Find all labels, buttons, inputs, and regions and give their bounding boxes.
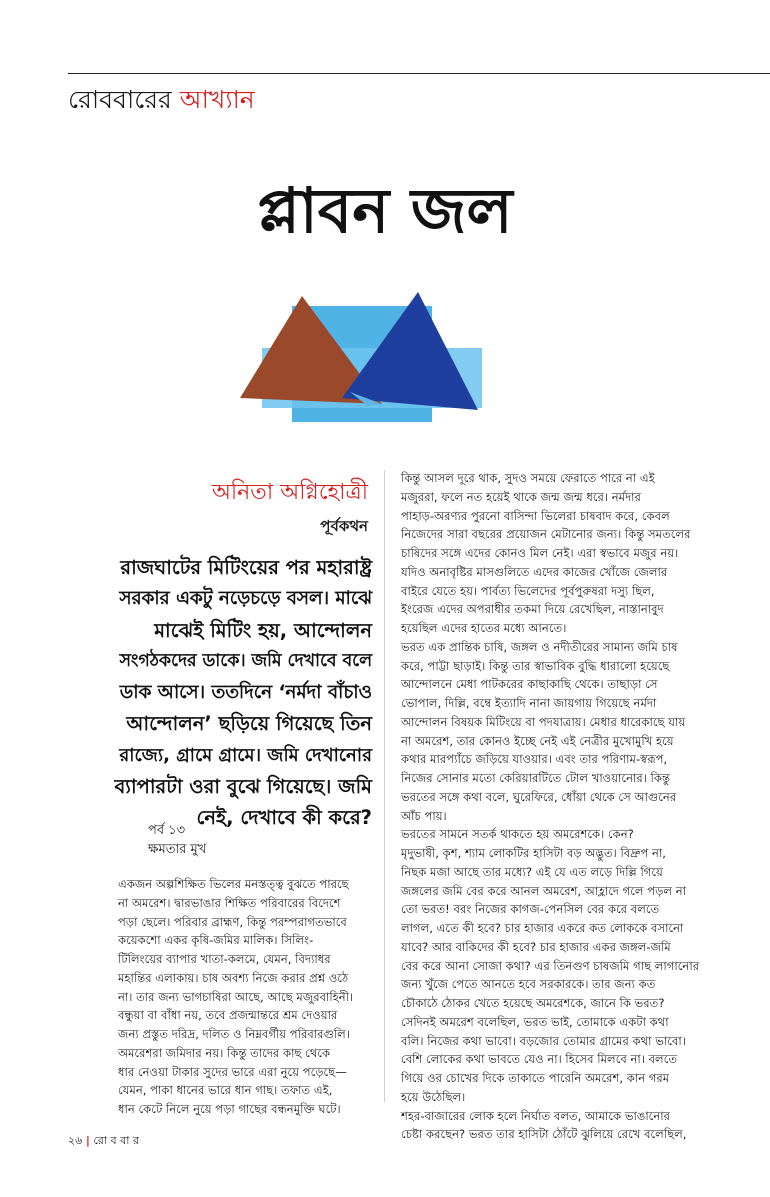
intro-line: মাঝেই মিটিং হয়, আন্দোলন [154,618,372,642]
intro-line: নেই, দেখাবে কী করে? [196,806,372,830]
text-line: লাগল, এতে কী হবে? চার হাজার একরে কত লোককে বসানো [401,921,684,935]
footer-separator: | [85,1134,90,1147]
section-header-accent: আখ্যান [179,85,255,114]
episode-name: ক্ষমতার মুখ [148,842,207,857]
intro-line: সরকার একটু নড়েচড়ে বসল। মাঝে [119,588,372,610]
text-line: জন্য খুঁজে পেতে আনতে হবে সরকারকে। তার জন্য কত [401,977,656,992]
mountains-water-illustration [232,288,522,436]
section-header-label: রোববারের [68,85,172,114]
text-line: পাহাড়-অরণ্যর পুরনো বাসিন্দা ভিলেরা চাষবাদ করে, কেবল [401,508,670,523]
text-line: হয়ে উঠেছিল। [401,1089,466,1104]
intro-line: সংগঠকদের ডাকে। জমি দেখাবে বলে [119,650,372,671]
text-line: ধার নেওয়া টাকার সুদের ভারে এরা নুয়ে পড়েছে— [118,1064,347,1079]
text-line: নিছক মজা আছে তার মধ্যে? এই যে এত লড়ে দিল্লি গিয়ে [401,864,663,879]
text-line: বেশি লোকের কথা ভাবতে যেও না। হিসেব মিলবে না। বলতে [401,1052,678,1067]
section-header [68,82,255,118]
text-line: যাবে? আর বাকিদের কী হবে? চার হাজার একর জঙ্গল-জমি [401,939,671,954]
text-line: জঙ্গলের জমি বের করে আনল অমরেশ, আহ্লাদে গলে পড়ল না [401,883,686,898]
text-line: নিজেদের সারা বছরের প্রয়োজন মেটানোর জন্য। কিন্তু সমতলের [401,527,691,542]
text-line: নিজের সোনার মতো কেরিয়ারটিতে টোল খাওয়ানোর। কিন্তু [401,771,670,785]
left-column-text [118,875,368,1119]
text-line: না। তার জন্য ভাগচাষিরা আছে, আছে মজুরবাহিনী। [118,989,354,1004]
text-line: অমরেশরা জমিদার নয়। কিন্তু তাদের কাছ থেকে [118,1045,331,1060]
text-line: মৃদুভাষী, কৃশ, শ্যাম লোকটির হাসিটা বড় অদ্ভুত। বিদ্রুপ না, [401,846,666,860]
text-line: আন্দোলনে মেধা পাটকরের কাছাকাছি থেকে। তাছাড়া সে [401,677,658,692]
text-line: কিন্তু আসল দূরে থাক, সুদও সময়ে ফেরাতে পারে না এই [401,471,655,485]
right-column-text [401,469,711,1144]
text-line: আন্দোলন বিষয়ক মিটিংয়ে বা পদযাত্রায়। মেধার ধারেকাছে যায় [401,714,686,729]
text-line: যদিও অনাবৃষ্টির মাসগুলিতে এদের কাজের খোঁজে জেলার [401,564,668,579]
preface-label: পূর্বকথন [320,517,368,535]
story-title: প্লাবন জল [257,174,513,247]
text-line: বন্ধুয়া বা বাঁধা নয়, তবে প্রজন্মান্তরে শ্রম দেওয়ার [118,1008,338,1023]
text-line: জন্য প্রস্তুত দরিদ্র, দলিত ও নিম্নবর্গীয় পরিবারগুলি। [118,1027,350,1041]
episode-heading [148,821,206,859]
intro-line: আন্দোলন’ ছড়িয়ে গিয়েছে তিন [126,712,372,736]
episode-number: পর্ব ১৩ [148,823,186,838]
text-line: ধান কেটে নিলে নুয়ে পড়া গাছের বন্ধনমুক্তি ঘটে। [118,1102,341,1116]
text-line: পড়া ছেলে। পরিবার ব্রাহ্মণ, কিন্তু পরম্পরাগতভাবে [118,914,347,929]
text-line: তো ভরত! বরং নিজের কাগজ-পেনসিল বের করে বলতে [401,902,660,917]
text-line: চাষিদের সঙ্গে এদের কোনও মিল নেই। এরা স্বভাবে মজুর নয়। [401,546,679,560]
page-footer [68,1133,139,1149]
text-line: শহর-বাজারের লোক হলে নির্ঘাত বলত, আমাকে ভাঙানোর [401,1108,671,1123]
text-line: গিয়ে ওর চোখের দিকে তাকাতে পারেনি অমরেশ, কান গরম [401,1071,670,1085]
intro-line: রাজ্যে, গ্রামে গ্রামে। জমি দেখানোর [119,744,372,766]
author-name: অনিতা অগ্নিহোত্রী [211,480,368,505]
text-line: টিলিংয়ের ব্যাপার খাতা-কলমে, যেমন, বিদ্যাধর [118,952,331,966]
intro-line: রাজঘাটের মিটিংয়ের পর মহারাষ্ট্র [120,556,372,579]
text-line: ভরত এক প্রান্তিক চাষি, জঙ্গল ও নদীতীরের সামান্য জমি চাষ [401,639,678,654]
intro-line: ব্যাপারটা ওরা বুঝে গিয়েছে। জমি [114,775,372,799]
top-rule [68,73,770,74]
text-line: যেমন, পাকা ধানের ভারে ধান গাছ। তফাত এই, [118,1083,333,1098]
text-line: চেষ্টা করছেন? ভরত তার হাসিটা ঠোঁটে ঝুলিয়ে রেখে বলেছিল, [401,1127,687,1142]
intro-summary [114,552,372,834]
text-line: মজুররা, ফলে নত হয়েই থাকে জন্ম জন্ম ধরে। নর্মদার [401,489,641,504]
text-line: ভোপাল, দিল্লি, বম্বে ইত্যাদি নানা জায়গায় গিয়েছে নর্মদা [401,696,657,710]
intro-line: ডাক আসে। ততদিনে ‘নর্মদা বাঁচাও [119,682,372,704]
text-line: না অমরেশ। দ্বারভাঙার শিক্ষিত পরিবারের বিদেশে [118,895,341,910]
text-line: বের করে আনা সোজা কথা? এর তিনগুণ চাষজমি গাছ লাগানোর [401,958,700,973]
text-line: ভরতের সঙ্গে কথা বলে, ঘুরেফিরে, ধোঁয়া থেকে সে আগুনের [401,789,677,804]
text-line: একজন অল্পশিক্ষিত ভিলের মনস্তত্ত্ব বুঝতে পারছে [118,877,349,891]
text-line: বাইরে যেতে হয়। পার্বত্য ভিলেদের পূর্বপুরুষরা দস্যু ছিল, [401,583,655,598]
text-line: ভরতের সামনে সতর্ক থাকতে হয় অমরেশকে। কেন? [401,827,634,842]
text-line: সেদিনই অমরেশ বলেছিল, ভরত ভাই, তোমাকে একটা কথা [401,1014,669,1029]
text-line: না অমরেশ, তার কোনও ইচ্ছে নেই এই নেত্রীর মুখোমুখি হয়ে [401,733,674,748]
text-line: হয়েছিল এদের হাতের মধ্যে আনতে। [401,621,567,635]
text-line: চৌকাঠে ঠোকর খেতে হয়েছে অমরেশকে, জানে কি ভরত? [401,996,665,1010]
column-divider [384,470,385,1102]
text-line: আঁচ পায়। [401,808,447,823]
magazine-name: রো ব বা র [93,1134,140,1147]
page-number: ২৬ [68,1134,83,1147]
text-line: মহান্তির এলাকায়। চাষ অবশ্য নিজে করার প্রশ্ন ওঠে [118,970,349,985]
text-line: কথার মারপ্যাঁচে জড়িয়ে যাওয়ার। এবং তার পরিণাম-স্বরূপ, [401,752,668,767]
text-line: কয়েকশো একর কৃষি-জমির মালিক। সিলিং- [118,933,314,948]
text-line: ইংরেজ এদের অপরাধীর তকমা দিয়ে রেখেছিল, নাস্তানাবুদ [401,602,664,617]
text-line: বলি। নিজের কথা ভাবো। বড়জোর তোমার গ্রামের কথা ভাবো। [401,1033,686,1048]
text-line: করে, পাট্টা ছাড়াই। কিন্তু তার স্বাভাবিক বুদ্ধি ধারালো হয়েছে [401,658,670,673]
